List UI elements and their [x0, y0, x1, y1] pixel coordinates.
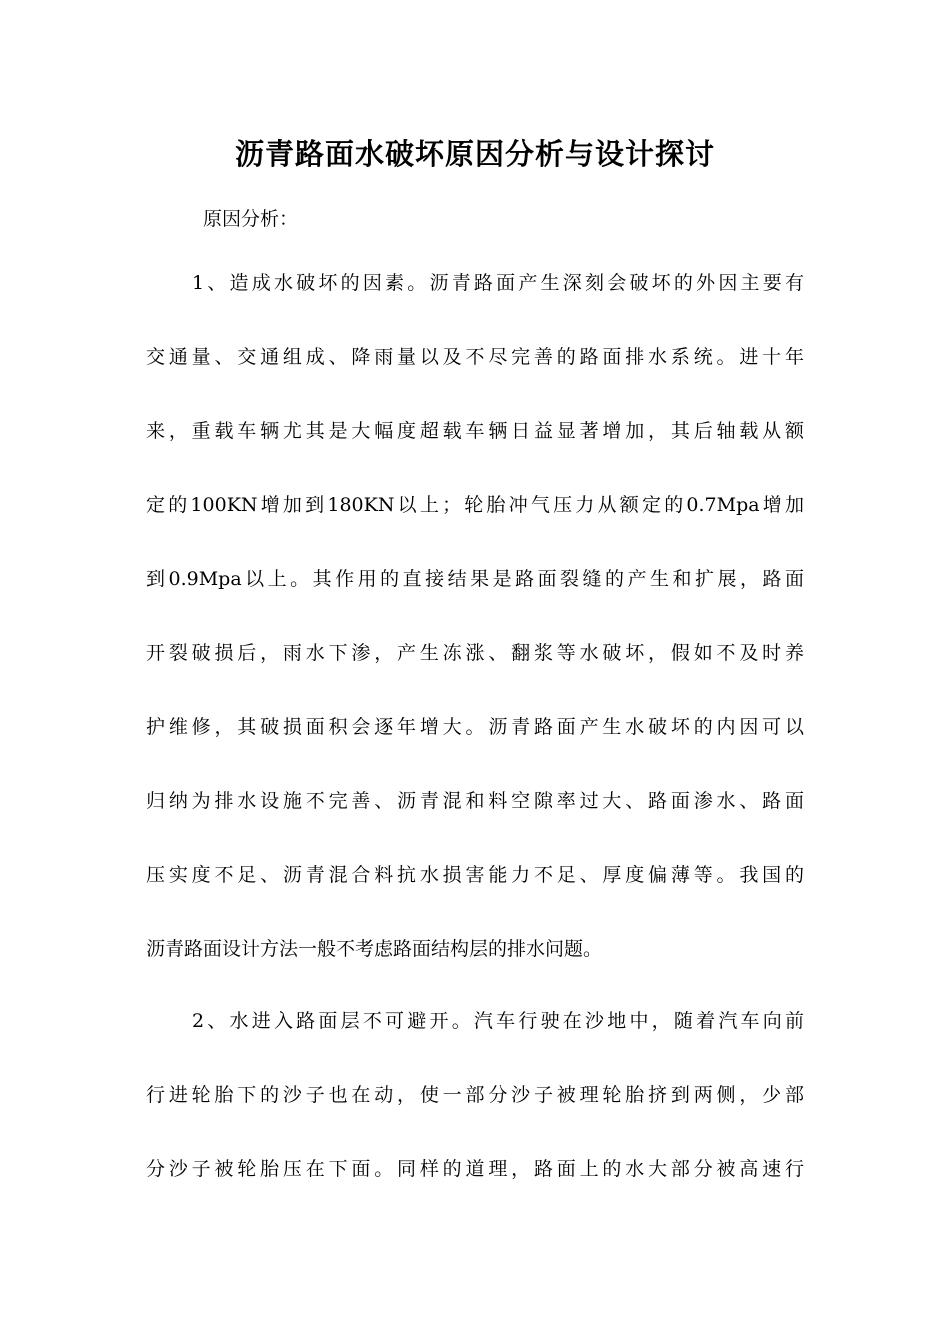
paragraph-line: 2、水进入路面层不可避开。汽车行驶在沙地中，随着汽车向前 [192, 1010, 804, 1032]
document-title: 沥青路面水破坏原因分析与设计探讨 [234, 137, 715, 171]
paragraph-line: 护维修，其破损面积会逐年增大。沥青路面产生水破坏的内因可以 [146, 716, 804, 738]
section-label: 原因分析： [203, 208, 299, 230]
paragraph-1 [146, 246, 804, 986]
paragraph-line: 来，重载车辆尤其是大幅度超载车辆日益显著增加，其后轴载从额 [146, 420, 804, 442]
paragraph-line: 沥青路面设计方法一般不考虑路面结构层的排水问题。 [146, 938, 603, 960]
paragraph-line: 归纳为排水设施不完善、沥青混和料空隙率过大、路面渗水、路面 [146, 790, 804, 812]
paragraph-line: 定的100KN增加到180KN以上；轮胎冲气压力从额定的0.7Mpa增加 [146, 494, 804, 516]
paragraph-2 [146, 984, 804, 1206]
paragraph-line: 行进轮胎下的沙子也在动，使一部分沙子被理轮胎挤到两侧，少部 [146, 1084, 804, 1106]
paragraph-line: 1、造成水破坏的因素。沥青路面产生深刻会破坏的外因主要有 [192, 272, 804, 294]
paragraph-line: 开裂破损后，雨水下渗，产生冻涨、翻浆等水破坏，假如不及时养 [146, 642, 804, 664]
paragraph-line: 压实度不足、沥青混合料抗水损害能力不足、厚度偏薄等。我国的 [146, 864, 804, 886]
paragraph-line: 交通量、交通组成、降雨量以及不尽完善的路面排水系统。进十年 [146, 346, 804, 368]
paragraph-line: 到0.9Mpa以上。其作用的直接结果是路面裂缝的产生和扩展，路面 [146, 568, 804, 590]
paragraph-line: 分沙子被轮胎压在下面。同样的道理，路面上的水大部分被高速行 [146, 1158, 804, 1180]
